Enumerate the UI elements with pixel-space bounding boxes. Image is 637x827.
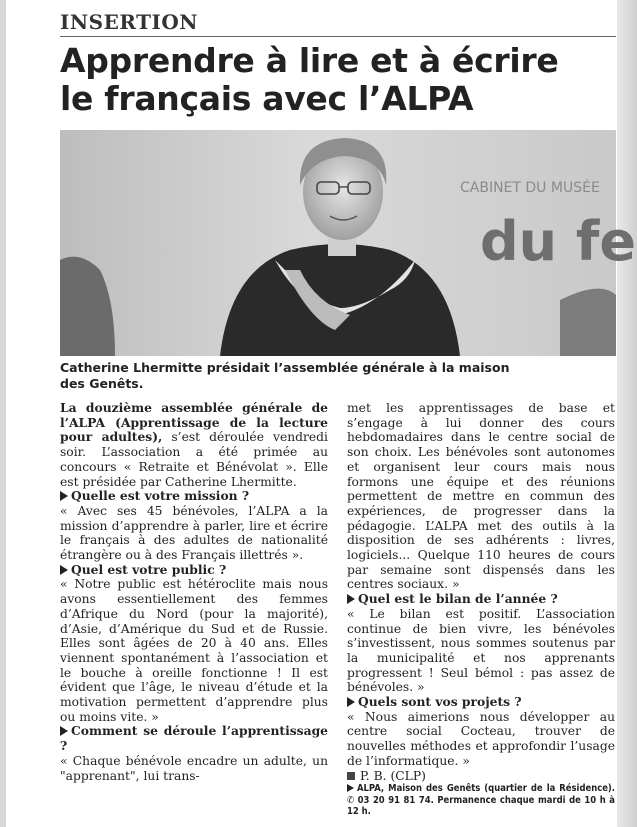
practical-info <box>347 783 615 818</box>
square-bullet-icon <box>347 772 355 780</box>
portrait-photo <box>60 130 637 356</box>
arrow-right-icon <box>60 491 68 501</box>
rubric-divider <box>60 36 616 37</box>
question-projets-text: Quels sont vos projets ? <box>358 694 522 710</box>
question-public <box>60 563 328 578</box>
question-bilan <box>347 592 615 607</box>
question-apprentissage-text: Comment se déroule l’apprentissage ? <box>60 723 328 754</box>
headline-line-2: le français avec l’ALPA <box>60 79 474 118</box>
headline <box>60 42 616 118</box>
answer-public: « Notre public est hétéroclite mais nous avons essentiellement des femmes d’Afrique du Nord (pour la majorité), d’Asie, d’Amérique du Sud et de Russie. Elles sont âgées de 20 à 40 ans. Elles viennent spontanément à l’association et le bouche à oreille fonctionne ! Il est évident que l’âge, le niveau d’étude et la motivation permettent d’apprendre plus ou moins vite. » <box>60 577 328 724</box>
byline <box>347 769 615 784</box>
answer-bilan: « Le bilan est positif. L’association continue de bien vivre, les bénévoles s’investissent, nous sommes soutenus par la municipalité et nos apprenants progressent ! Seul bémol : pas assez de bénévoles. » <box>347 606 615 695</box>
question-projets <box>347 695 615 710</box>
article-column-left <box>60 401 328 783</box>
practical-info-text: ALPA, Maison des Genêts (quartier de la Résidence). ✆ 03 20 91 81 74. Permanence chaque mardi de 10 h à 12 h. <box>347 783 615 818</box>
answer-projets: « Nous aimerions nous développer au centre social Cocteau, trouver de nouvelles méthodes et approfondir l’usage de l’informatique. » <box>347 709 615 768</box>
arrow-right-icon <box>347 784 354 792</box>
question-mission-text: Quelle est votre mission ? <box>71 488 250 504</box>
scan-edge-left <box>0 0 6 827</box>
lead-bold: La douzième assemblée générale de l’ALPA (Apprentissage de la lecture pour adultes), <box>60 400 328 445</box>
arrow-right-icon <box>347 697 355 707</box>
answer-apprentissage-start: « Chaque bénévole encadre un adulte, un "apprenant", lui trans- <box>60 753 328 783</box>
lead-text: s’est déroulée vendredi soir. L’association a été primée au concours « Retraite et Bénévolat ». Elle est présidée par Catherine Lhermitte. <box>60 430 328 489</box>
caption-line-2: des Genêts. <box>60 376 144 391</box>
photo-caption <box>60 360 616 392</box>
answer-apprentissage-end: met les apprentissages de base et s’engage à lui donner des cours hebdomadaires dans le centre social de son choix. Les bénévoles sont autonomes et organisent leur cours mais nous formons une équipe et des réunions permettent de mettre en commun des expériences, de progresser dans la pédagogie. L’ALPA met des outils à la disposition de ses adhérents : livres, logiciels... Quelque 110 heures de cours par semaine sont dispensés dans les centres sociaux. » <box>347 401 615 592</box>
caption-line-1: Catherine Lhermitte présidait l’assemblée générale à la maison <box>60 360 510 375</box>
section-rubric: INSERTION <box>60 10 199 34</box>
question-public-text: Quel est votre public ? <box>71 561 227 577</box>
arrow-right-icon <box>347 594 355 604</box>
question-apprentissage <box>60 724 328 753</box>
chair-right-shape <box>560 289 616 356</box>
question-mission <box>60 489 328 504</box>
headline-line-1: Apprendre à lire et à écrire <box>60 41 559 80</box>
arrow-right-icon <box>60 726 68 736</box>
article-photo <box>60 130 637 356</box>
question-bilan-text: Quel est le bilan de l’année ? <box>358 591 558 607</box>
article-column-right <box>347 401 615 818</box>
arrow-right-icon <box>60 565 68 575</box>
scan-edge-right <box>617 0 637 827</box>
poster-text-small: CABINET DU MUSÉE <box>460 180 600 196</box>
byline-text: P. B. (CLP) <box>360 768 426 783</box>
poster-text-large: du fe <box>480 210 637 273</box>
answer-mission: « Avec ses 45 bénévoles, l’ALPA a la mission d’apprendre à parler, lire et écrire le français à des adultes de nationalité étrangère ou à des Français illettrés ». <box>60 503 328 563</box>
lead-paragraph <box>60 401 328 489</box>
